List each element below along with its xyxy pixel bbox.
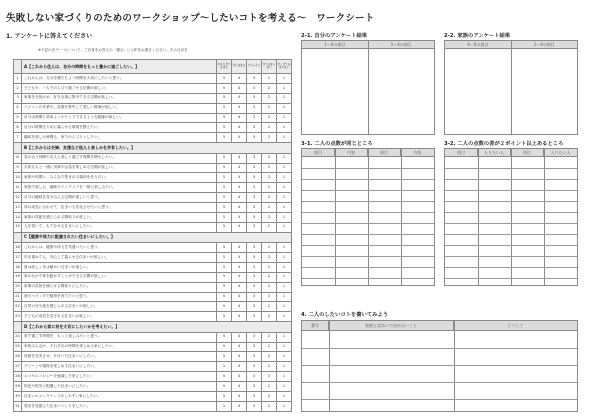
question-text: 自分の時間を大切に暮らせる環境を整えたい。 (22, 123, 217, 133)
question-text: 家事を分担がめ、好きな事に集中できる空間が欲しい。 (22, 93, 217, 103)
score-option-4[interactable]: 4 (232, 302, 247, 312)
result-self-cell[interactable] (368, 49, 435, 135)
score-option-5[interactable]: 5 (217, 352, 232, 362)
score-option-3[interactable]: 3 (247, 262, 262, 272)
diff-score-col-2: 入りたい人 (478, 149, 511, 156)
question-row (14, 401, 292, 411)
score-option-4[interactable]: 4 (232, 222, 247, 232)
score-option-3[interactable]: 3 (247, 212, 262, 222)
score-option-5[interactable]: 5 (217, 391, 232, 401)
question-row (14, 382, 292, 392)
question-number: 30 (14, 391, 22, 401)
score-option-5[interactable]: 5 (217, 253, 232, 263)
diff-score-col-4: 入りたい人 (550, 149, 571, 155)
question-text: 夏は涼しく冬は暖かい住まいが欲しい。 (22, 262, 217, 272)
score-option-4[interactable]: 4 (232, 362, 247, 372)
question-row (14, 372, 292, 382)
score-option-4[interactable]: 4 (232, 183, 247, 193)
score-option-3[interactable]: 3 (247, 391, 262, 401)
question-row (14, 312, 292, 322)
result-table-self (301, 40, 435, 135)
question-text: 自分は時間と効率よくやりくりできるような動線が欲しい。 (22, 113, 217, 123)
result-family-cell[interactable] (511, 49, 578, 135)
section-3-1-title: 3-1. 二人の点数が同じところ (301, 141, 373, 147)
score-option-5[interactable]: 5 (217, 362, 232, 372)
score-option-1[interactable]: 1 (277, 243, 292, 253)
score-option-2[interactable]: 2 (262, 203, 277, 213)
question-number: 17 (14, 253, 22, 263)
question-text: エコやエコロジーを意識した家にしたい。 (22, 372, 217, 382)
score-option-1[interactable]: 1 (277, 163, 292, 173)
score-option-1[interactable]: 1 (277, 74, 292, 84)
question-row (14, 83, 292, 93)
score-option-3[interactable]: 3 (247, 123, 262, 133)
questionnaire-table (13, 59, 292, 412)
score-option-1[interactable]: 1 (277, 93, 292, 103)
score-option-2[interactable]: 2 (262, 173, 277, 183)
question-text: 趣味を楽しむ時間も、家でのんびりとしたい。 (22, 133, 217, 143)
score-option-1[interactable]: 1 (277, 113, 292, 123)
score-option-3[interactable]: 3 (247, 292, 262, 302)
score-option-3[interactable]: 3 (247, 133, 262, 143)
question-number: 9 (14, 163, 22, 173)
question-text: 自分の趣味を見せ合える空間が欲しいと思う。 (22, 193, 217, 203)
question-text: 年を重ねても、安心して暮らせる住まいが欲しい。 (22, 253, 217, 263)
score-option-5[interactable]: 5 (217, 133, 232, 143)
score-option-2[interactable]: 2 (262, 103, 277, 113)
score-option-2[interactable]: 2 (262, 153, 277, 163)
question-text: 家で過ごす時間を、もっと楽しみたいと思う。 (22, 332, 217, 342)
score-option-1[interactable]: 1 (277, 103, 292, 113)
score-option-2[interactable]: 2 (262, 123, 277, 133)
score-option-4[interactable]: 4 (232, 262, 247, 272)
question-number: 22 (14, 302, 22, 312)
score-option-5[interactable]: 5 (217, 74, 232, 84)
question-row (14, 282, 292, 292)
score-option-2[interactable]: 2 (262, 133, 277, 143)
score-option-1[interactable]: 1 (277, 173, 292, 183)
score-option-5[interactable]: 5 (217, 153, 232, 163)
score-option-3[interactable]: 3 (247, 83, 262, 93)
score-option-5[interactable]: 5 (217, 193, 232, 203)
question-text: 家族の気配を感じられる間取りが欲しい。 (22, 212, 217, 222)
question-number: 1 (14, 74, 22, 84)
score-option-3[interactable]: 3 (247, 113, 262, 123)
same-score-col-4: 内容 (413, 149, 422, 155)
question-row (14, 222, 292, 232)
score-option-5[interactable]: 5 (217, 382, 232, 392)
score-option-4[interactable]: 4 (232, 133, 247, 143)
question-text: これからは、健康や体力を気遣いたいと思う。 (22, 243, 217, 253)
score-option-3[interactable]: 3 (247, 342, 262, 352)
score-option-1[interactable]: 1 (277, 183, 292, 193)
question-number: 12 (14, 193, 22, 203)
question-text: 収納を充実させ、片付いた住まいにしたい。 (22, 352, 217, 362)
score-option-5[interactable]: 5 (217, 272, 232, 282)
question-text: 家のなかで体を動かすことができる空間が欲しい。 (22, 272, 217, 282)
score-option-5[interactable]: 5 (217, 212, 232, 222)
diff-score-table (444, 148, 578, 286)
score-option-5[interactable]: 5 (217, 183, 232, 193)
score-option-2[interactable]: 2 (262, 183, 277, 193)
same-score-table (301, 148, 435, 286)
same-score-col-3: 項目 (368, 149, 401, 156)
result-family-col-1: 4～5の項目 (445, 41, 512, 49)
score-option-5[interactable]: 5 (217, 282, 232, 292)
question-row (14, 332, 292, 342)
score-option-3[interactable]: 3 (247, 302, 262, 312)
question-text: 気の合う仲間や友人と楽しく過ごす時間を増やしたい。 (22, 153, 217, 163)
wish-table (301, 320, 578, 412)
result-family-cell[interactable] (445, 49, 512, 135)
score-option-2[interactable]: 2 (262, 212, 277, 222)
question-group-header (14, 232, 292, 243)
question-row (14, 103, 292, 113)
score-option-3[interactable]: 3 (247, 362, 262, 372)
score-option-1[interactable]: 1 (277, 401, 292, 411)
score-option-4[interactable]: 4 (232, 173, 247, 183)
score-option-4[interactable]: 4 (232, 74, 247, 84)
header-number-cell (14, 60, 22, 74)
question-row (14, 302, 292, 312)
score-option-5[interactable]: 5 (217, 93, 232, 103)
wish-col-reason: どうして (507, 322, 524, 328)
result-table-family (444, 40, 578, 135)
score-option-2[interactable]: 2 (262, 372, 277, 382)
score-option-1[interactable]: 1 (277, 332, 292, 342)
diff-score-col-1: 項目 (445, 149, 478, 156)
question-number: 26 (14, 352, 22, 362)
score-option-4[interactable]: 4 (232, 272, 247, 282)
score-option-1[interactable]: 1 (277, 133, 292, 143)
score-option-5[interactable]: 5 (217, 312, 232, 322)
score-option-5[interactable]: 5 (217, 302, 232, 312)
score-option-2[interactable]: 2 (262, 83, 277, 93)
question-number: 11 (14, 183, 22, 193)
question-text: 家族で楽しむ、趣味やインテリアを一緒に楽しみたい。 (22, 183, 217, 193)
score-option-2[interactable]: 2 (262, 382, 277, 392)
score-option-4[interactable]: 4 (232, 292, 247, 302)
score-option-2[interactable]: 2 (262, 93, 277, 103)
instruction-text: ※下記の各テーマについて、ご自身をお答えの「割合」に○印をお書きください。その合計を (38, 48, 188, 52)
score-option-1[interactable]: 1 (277, 193, 292, 203)
group-header-number-cell (14, 143, 22, 154)
score-option-4[interactable]: 4 (232, 391, 247, 401)
question-row (14, 153, 292, 163)
score-option-1[interactable]: 1 (277, 282, 292, 292)
question-number: 6 (14, 123, 22, 133)
section-4-title: 4. 二人のしたいコトを書いてみよう (301, 312, 388, 318)
score-option-4[interactable]: 4 (232, 83, 247, 93)
score-option-5[interactable]: 5 (217, 222, 232, 232)
question-number: 28 (14, 372, 22, 382)
score-option-3[interactable]: 3 (247, 173, 262, 183)
question-row (14, 203, 292, 213)
group-label: C【健康や体力に配慮されたい住まいにしたい。】 (22, 232, 292, 243)
score-option-2[interactable]: 2 (262, 113, 277, 123)
question-number: 4 (14, 103, 22, 113)
question-number: 2 (14, 83, 22, 93)
score-option-1[interactable]: 1 (277, 312, 292, 322)
question-number: 27 (14, 362, 22, 372)
score-option-3[interactable]: 3 (247, 153, 262, 163)
score-header-5: 全く当てはまらない (277, 60, 292, 74)
question-text: 家事の負担を減らせる間取りにしたい。 (22, 282, 217, 292)
question-number: 8 (14, 153, 22, 163)
score-header-1: かなり当てはまる (217, 60, 232, 74)
score-option-2[interactable]: 2 (262, 74, 277, 84)
score-option-4[interactable]: 4 (232, 382, 247, 392)
score-option-5[interactable]: 5 (217, 332, 232, 342)
score-option-2[interactable]: 2 (262, 401, 277, 411)
score-option-5[interactable]: 5 (217, 103, 232, 113)
score-option-4[interactable]: 4 (232, 243, 247, 253)
score-header-3: どちらとも (247, 60, 262, 74)
score-option-1[interactable]: 1 (277, 362, 292, 372)
question-text: 住まいのメンテナンスがしやすい家にしたい。 (22, 391, 217, 401)
header-group-label: A【これから住人は、自分の時間をもっと豊かに過ごしたい。】 (22, 60, 217, 74)
score-option-1[interactable]: 1 (277, 382, 292, 392)
score-option-3[interactable]: 3 (247, 93, 262, 103)
question-number: 25 (14, 342, 22, 352)
wish-col-number: 番号 (302, 321, 329, 330)
question-number: 16 (14, 243, 22, 253)
wish-col-topic: 家族と話あいで決めたいこと (329, 321, 454, 330)
score-option-3[interactable]: 3 (247, 74, 262, 84)
score-option-2[interactable]: 2 (262, 312, 277, 322)
score-option-4[interactable]: 4 (232, 282, 247, 292)
score-option-3[interactable]: 3 (247, 193, 262, 203)
score-option-5[interactable]: 5 (217, 372, 232, 382)
score-option-3[interactable]: 3 (247, 401, 262, 411)
score-option-2[interactable]: 2 (262, 332, 277, 342)
score-option-4[interactable]: 4 (232, 203, 247, 213)
score-option-2[interactable]: 2 (262, 193, 277, 203)
question-number: 23 (14, 312, 22, 322)
question-row (14, 163, 292, 173)
score-option-1[interactable]: 1 (277, 222, 292, 232)
score-option-2[interactable]: 2 (262, 163, 277, 173)
score-option-1[interactable]: 1 (277, 342, 292, 352)
question-group-header (14, 143, 292, 154)
score-option-4[interactable]: 4 (232, 342, 247, 352)
question-row (14, 212, 292, 222)
question-row (14, 362, 292, 372)
question-row (14, 342, 292, 352)
question-row (14, 391, 292, 401)
score-option-5[interactable]: 5 (217, 83, 232, 93)
same-score-col-1: 項目 (302, 149, 335, 156)
score-option-1[interactable]: 1 (277, 292, 292, 302)
question-row (14, 183, 292, 193)
score-option-3[interactable]: 3 (247, 203, 262, 213)
score-option-2[interactable]: 2 (262, 352, 277, 362)
score-option-4[interactable]: 4 (232, 212, 247, 222)
question-row (14, 193, 292, 203)
question-number: 21 (14, 292, 22, 302)
question-number: 18 (14, 262, 22, 272)
question-row (14, 352, 292, 362)
score-option-1[interactable]: 1 (277, 253, 292, 263)
question-row (14, 262, 292, 272)
section-2-2-title: 2-2. 家族のアンケート結果 (444, 33, 511, 39)
score-option-3[interactable]: 3 (247, 222, 262, 232)
score-option-4[interactable]: 4 (232, 123, 247, 133)
score-option-1[interactable]: 1 (277, 212, 292, 222)
section-3-2-title: 3-2. 二人の点数の差が２ポイント以上あるところ (444, 141, 564, 147)
score-option-5[interactable]: 5 (217, 401, 232, 411)
question-text: 家族みんなが、それぞれの時間を楽しめる家にしたい。 (22, 342, 217, 352)
score-option-2[interactable]: 2 (262, 342, 277, 352)
score-option-1[interactable]: 1 (277, 302, 292, 312)
score-option-3[interactable]: 3 (247, 272, 262, 282)
group-header-number-cell (14, 232, 22, 243)
question-number: 14 (14, 212, 22, 222)
score-option-5[interactable]: 5 (217, 163, 232, 173)
score-option-2[interactable]: 2 (262, 292, 277, 302)
score-header-2: 当てはまる (232, 60, 247, 74)
score-option-2[interactable]: 2 (262, 391, 277, 401)
score-option-5[interactable]: 5 (217, 243, 232, 253)
score-option-5[interactable]: 5 (217, 123, 232, 133)
question-number: 10 (14, 173, 22, 183)
question-row (14, 173, 292, 183)
score-option-1[interactable]: 1 (277, 203, 292, 213)
question-row (14, 292, 292, 302)
question-text: 人を招いて、もてなせる住まいにしたい。 (22, 222, 217, 232)
question-number: 20 (14, 282, 22, 292)
question-text: 家族や仲間と、みんなで集まれる場所を作りたい。 (22, 173, 217, 183)
question-row (14, 93, 292, 103)
result-self-col-1: 1～4の項目 (302, 41, 369, 49)
score-option-4[interactable]: 4 (232, 103, 247, 113)
score-option-5[interactable]: 5 (217, 262, 232, 272)
question-text: パソコンの作業や、読書を集中して楽しい環境が欲しい。 (22, 103, 217, 113)
section-1-title: 1. アンケートに答えてください (6, 33, 93, 40)
score-option-5[interactable]: 5 (217, 113, 232, 123)
same-score-col-2: 内容 (335, 149, 368, 156)
score-option-3[interactable]: 3 (247, 163, 262, 173)
question-text: グリーンや植物を楽しめる住まいにしたい。 (22, 362, 217, 372)
score-option-4[interactable]: 4 (232, 163, 247, 173)
score-option-2[interactable]: 2 (262, 262, 277, 272)
score-option-3[interactable]: 3 (247, 372, 262, 382)
section-2-1-title: 2-1. 自分のアンケート結果 (301, 33, 368, 39)
question-number: 15 (14, 222, 22, 232)
question-group-header (14, 322, 292, 333)
score-option-3[interactable]: 3 (247, 183, 262, 193)
score-option-1[interactable]: 1 (277, 352, 292, 362)
question-text: 自然の光や風を感じられる住まいが欲しい。 (22, 302, 217, 312)
score-option-4[interactable]: 4 (232, 332, 247, 342)
score-option-4[interactable]: 4 (232, 193, 247, 203)
group-header-number-cell (14, 322, 22, 333)
score-option-1[interactable]: 1 (277, 83, 292, 93)
score-option-1[interactable]: 1 (277, 272, 292, 282)
score-option-2[interactable]: 2 (262, 243, 277, 253)
question-row (14, 243, 292, 253)
score-option-5[interactable]: 5 (217, 203, 232, 213)
score-option-4[interactable]: 4 (232, 153, 247, 163)
question-number: 13 (14, 203, 22, 213)
score-option-3[interactable]: 3 (247, 312, 262, 322)
score-option-5[interactable]: 5 (217, 342, 232, 352)
score-option-3[interactable]: 3 (247, 332, 262, 342)
score-option-1[interactable]: 1 (277, 372, 292, 382)
question-row (14, 253, 292, 263)
diff-score-col-3: 項目 (511, 149, 544, 156)
score-option-1[interactable]: 1 (277, 153, 292, 163)
question-text: 将来を見据えた住まいづくりをしたい。 (22, 401, 217, 411)
score-option-4[interactable]: 4 (232, 312, 247, 322)
score-option-4[interactable]: 4 (232, 253, 247, 263)
question-number: 5 (14, 113, 22, 123)
question-text: 庭やベランダで植物を育てたいと思う。 (22, 292, 217, 302)
questionnaire-header-row (14, 60, 292, 74)
score-option-2[interactable]: 2 (262, 272, 277, 282)
group-label: D【これから家に何を大切にしたいかを考えたい。】 (22, 322, 292, 333)
score-option-5[interactable]: 5 (217, 173, 232, 183)
score-header-4: 当てはまらない (262, 60, 277, 74)
question-text: 子どもや、一人でのんびり過ごせる空間が欲しい。 (22, 83, 217, 93)
score-option-5[interactable]: 5 (217, 292, 232, 302)
score-option-2[interactable]: 2 (262, 362, 277, 372)
score-option-3[interactable]: 3 (247, 352, 262, 362)
question-number: 24 (14, 332, 22, 342)
score-option-4[interactable]: 4 (232, 372, 247, 382)
question-row (14, 74, 292, 84)
question-number: 29 (14, 382, 22, 392)
score-option-3[interactable]: 3 (247, 282, 262, 292)
result-self-cell[interactable] (302, 49, 369, 135)
question-number: 19 (14, 272, 22, 282)
question-row (14, 113, 292, 123)
question-text: 大切な人と一緒に食事や会話を楽しめる空間が欲しい。 (22, 163, 217, 173)
score-option-4[interactable]: 4 (232, 93, 247, 103)
score-option-3[interactable]: 3 (247, 103, 262, 113)
result-family-col-2: 1～4の項目 (511, 41, 578, 49)
score-option-4[interactable]: 4 (232, 401, 247, 411)
page-title: 失敗しない家づくりのためのワークショップ～したいコトを考える～ ワークシート (6, 13, 375, 24)
question-text: 防犯や防災に配慮した住まいにしたい。 (22, 382, 217, 392)
score-option-4[interactable]: 4 (232, 113, 247, 123)
result-self-col-2: 1～4の項目 (368, 41, 435, 49)
question-text: これからは、自分を優たちよう時間を大切にしたいと思う。 (22, 74, 217, 84)
score-option-1[interactable]: 1 (277, 123, 292, 133)
group-label: B【これからは夫婦、友達など他人と楽しみを共有したい。】 (22, 143, 292, 154)
question-row (14, 123, 292, 133)
score-option-4[interactable]: 4 (232, 352, 247, 362)
score-option-2[interactable]: 2 (262, 282, 277, 292)
score-option-3[interactable]: 3 (247, 243, 262, 253)
question-number: 7 (14, 133, 22, 143)
score-option-2[interactable]: 2 (262, 253, 277, 263)
question-text: 体の成長に合わせて、住まいも変化させたいと思う。 (22, 203, 217, 213)
question-number: 3 (14, 93, 22, 103)
score-option-1[interactable]: 1 (277, 262, 292, 272)
question-number: 31 (14, 401, 22, 411)
score-option-2[interactable]: 2 (262, 302, 277, 312)
score-option-1[interactable]: 1 (277, 391, 292, 401)
question-row (14, 272, 292, 282)
question-text: 子どもの成長を見守れる住まいが欲しい。 (22, 312, 217, 322)
score-option-2[interactable]: 2 (262, 222, 277, 232)
question-row (14, 133, 292, 143)
score-option-3[interactable]: 3 (247, 253, 262, 263)
score-option-3[interactable]: 3 (247, 382, 262, 392)
